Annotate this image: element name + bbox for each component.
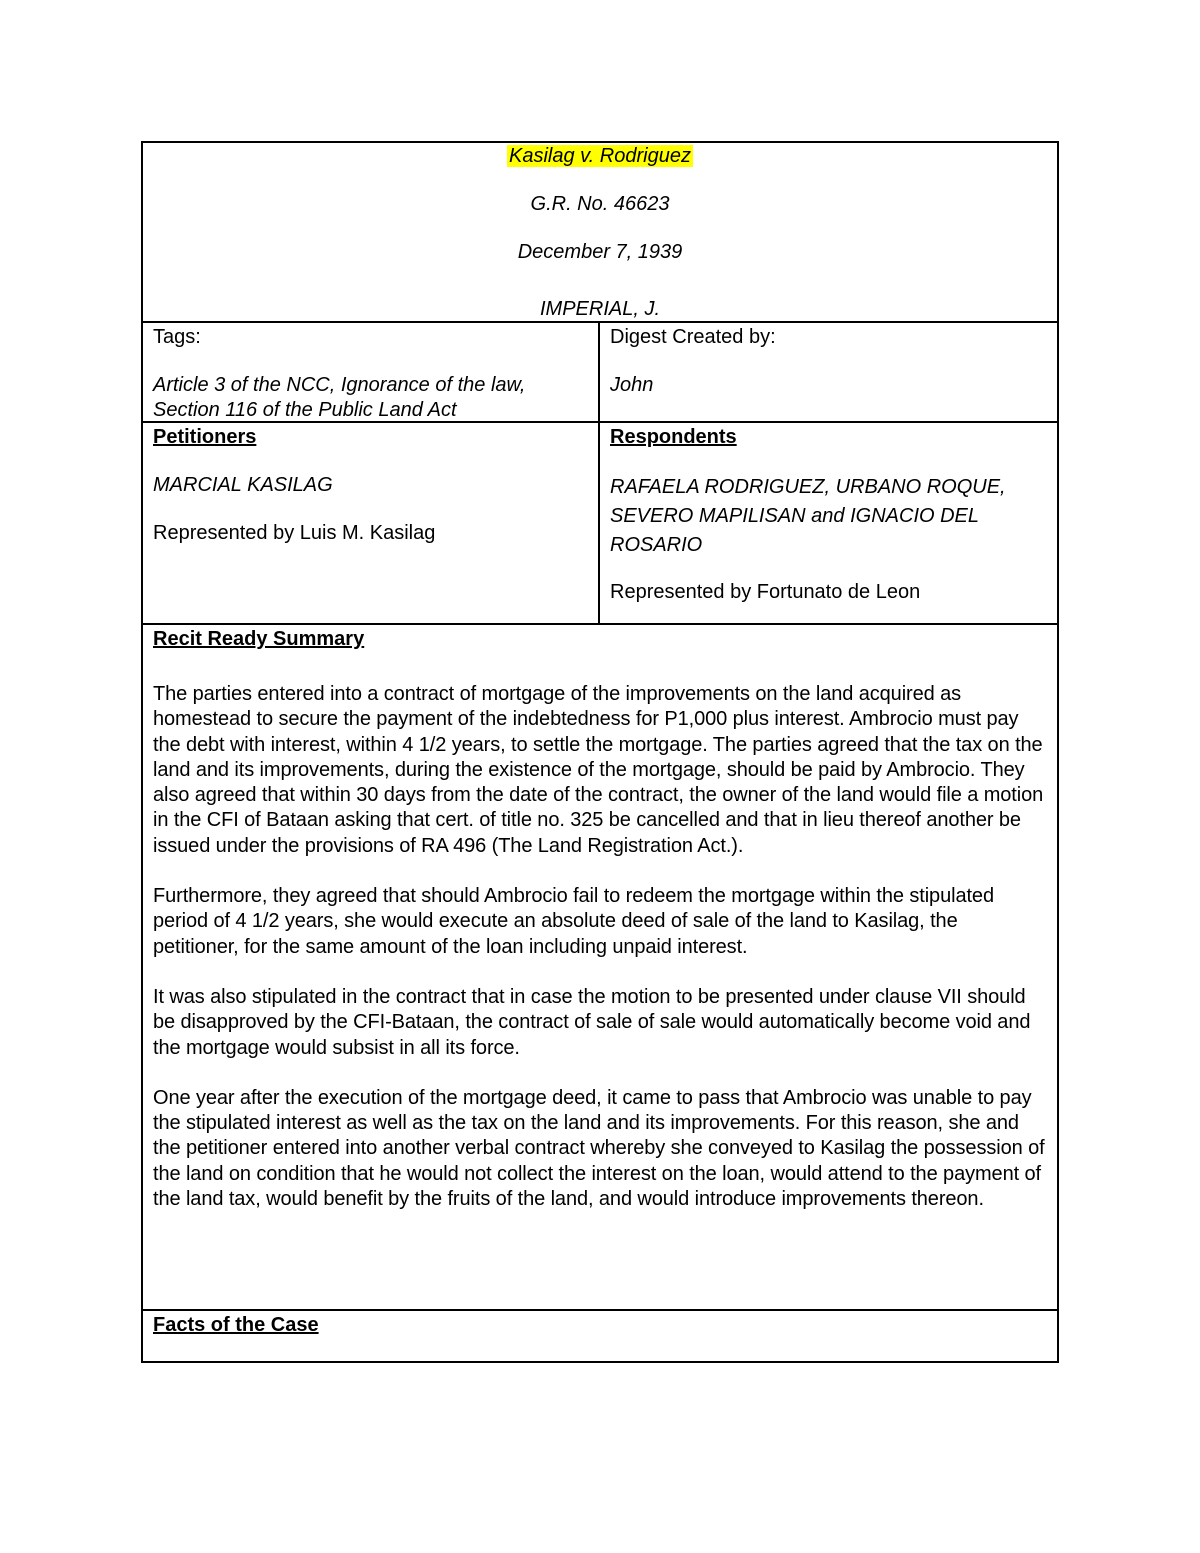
respondents-label: Respondents bbox=[610, 426, 737, 448]
summary-paragraph: One year after the execution of the mortgage deed, it came to pass that Ambrocio was unable to pay the stipulated interest as well as the tax on the land and its improvements. For this reason, she and the petitioner entered into another verbal contract whereby she conveyed to Kasilag the possession of the land on condition that he would not collect the interest on the loan, would attend to the payment of the land tax, would benefit by the fruits of the land, and would introduce improvements thereon. bbox=[153, 1086, 1045, 1211]
tags-label: Tags: bbox=[153, 326, 201, 348]
tags-cell bbox=[143, 323, 600, 421]
facts-cell bbox=[143, 1311, 1057, 1361]
summary-label: Recit Ready Summary bbox=[153, 628, 365, 650]
respondent-names-line-2: SEVERO MAPILISAN and IGNACIO DEL bbox=[610, 505, 980, 527]
case-title: Kasilag v. Rodriguez bbox=[509, 145, 691, 167]
digest-label: Digest Created by: bbox=[610, 326, 776, 348]
petitioners-cell bbox=[143, 423, 600, 623]
digest-cell bbox=[600, 323, 1057, 421]
tags-row bbox=[143, 323, 1057, 423]
gr-number: G.R. No. 46623 bbox=[530, 193, 670, 215]
case-title-line bbox=[143, 145, 1057, 168]
case-header-cell bbox=[143, 143, 1057, 323]
decision-date: December 7, 1939 bbox=[517, 241, 683, 263]
summary-paragraph: Furthermore, they agreed that should Ambrocio fail to redeem the mortgage within the stipulated period of 4 1/2 years, she would execute an absolute deed of sale of the land to Kasilag, the petitioner, for the same amount of the loan including unpaid interest. bbox=[153, 885, 994, 958]
digest-author: John bbox=[610, 374, 654, 396]
respondents-cell bbox=[600, 423, 1057, 623]
petitioner-name: MARCIAL KASILAG bbox=[153, 474, 333, 496]
summary-paragraph: The parties entered into a contract of mortgage of the improvements on the land acquired as homestead to secure the payment of the indebtedness for P1,000 plus interest. Ambrocio must pay the debt with interest, within 4 1/2 years, to settle the mortgage. The parties agreed that the tax on the land and its improvements, during the existence of the mortgage, should be paid by Ambrocio. They also agreed that within 30 days from the date of the contract, the owner of the land would file a motion in the CFI of Bataan asking that cert. of title no. 325 be cancelled and that in lieu thereof another be issued under the provisions of RA 496 (The Land Registration Act.). bbox=[153, 683, 1044, 857]
respondent-counsel: Represented by Fortunato de Leon bbox=[610, 581, 921, 603]
tags-line-1: Article 3 of the NCC, Ignorance of the law, bbox=[153, 374, 526, 396]
tags-line-2: Section 116 of the Public Land Act bbox=[153, 399, 457, 421]
summary-cell bbox=[143, 625, 1057, 1311]
summary-paragraph: It was also stipulated in the contract that in case the motion to be presented under clause VII should be disapproved by the CFI-Bataan, the contract of sale of sale would automatically become void and the mortgage would subsist in all its force. bbox=[153, 985, 1031, 1059]
ponente: IMPERIAL, J. bbox=[539, 298, 661, 320]
parties-row bbox=[143, 423, 1057, 625]
petitioner-counsel: Represented by Luis M. Kasilag bbox=[153, 522, 436, 544]
petitioners-label: Petitioners bbox=[153, 426, 257, 448]
respondent-names-line-1: RAFAELA RODRIGUEZ, URBANO ROQUE, bbox=[610, 476, 1006, 498]
respondent-names-line-3: ROSARIO bbox=[610, 534, 703, 556]
case-digest-table bbox=[141, 141, 1059, 1363]
facts-label: Facts of the Case bbox=[153, 1314, 319, 1336]
